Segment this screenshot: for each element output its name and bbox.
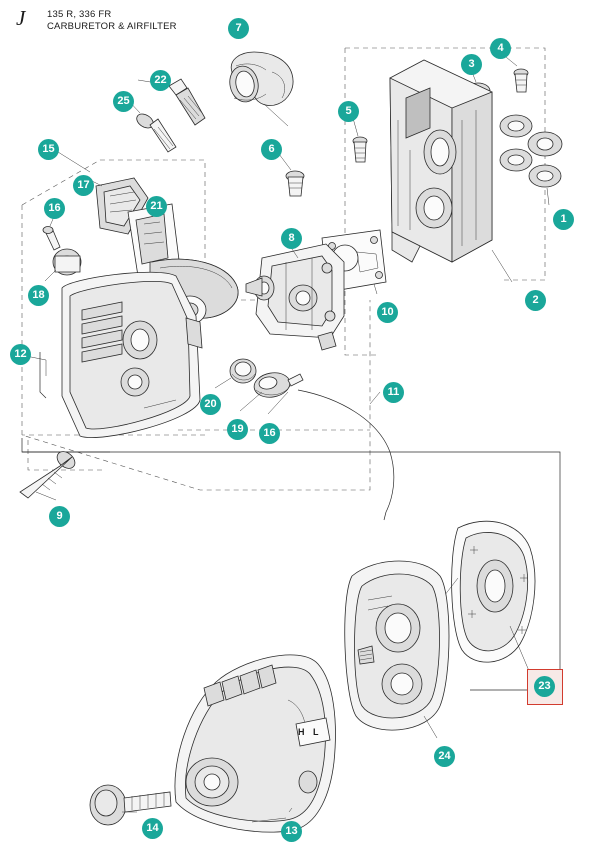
callout-4[interactable]: 4 <box>490 38 511 59</box>
callout-15[interactable]: 15 <box>38 139 59 160</box>
part-screw-4 <box>514 69 528 92</box>
part-filter-housing <box>62 272 202 437</box>
callout-17[interactable]: 17 <box>73 175 94 196</box>
callout-2[interactable]: 2 <box>525 290 546 311</box>
callout-19[interactable]: 19 <box>227 419 248 440</box>
part-primer-19 <box>252 370 303 400</box>
callout-11[interactable]: 11 <box>383 382 404 403</box>
callout-23[interactable]: 23 <box>534 676 555 697</box>
part-seal-rings-1 <box>500 115 562 187</box>
callout-16-lower[interactable]: 16 <box>259 423 280 444</box>
section-letter: J <box>16 6 26 30</box>
part-screw-6 <box>286 171 304 196</box>
part-rod-11 <box>298 390 394 520</box>
callout-3[interactable]: 3 <box>461 54 482 75</box>
part-cap-20 <box>230 359 256 383</box>
part-intake-body-2 <box>390 60 492 262</box>
callout-21[interactable]: 21 <box>146 196 167 217</box>
part-pin-16 <box>43 227 60 251</box>
part-screw-25 <box>134 111 176 152</box>
marking-l: L <box>313 727 319 737</box>
part-screw-5 <box>353 137 367 162</box>
part-air-filter-23 <box>452 521 535 662</box>
callout-13[interactable]: 13 <box>281 821 302 842</box>
part-engine-cover-13 <box>175 655 336 832</box>
part-carburetor-8 <box>246 244 344 350</box>
page-title-assembly: CARBURETOR & AIRFILTER <box>47 21 177 32</box>
part-grommet-16 <box>53 249 81 275</box>
marking-h: H <box>298 727 305 737</box>
part-filter-holder-24 <box>345 561 449 730</box>
callout-8[interactable]: 8 <box>281 228 302 249</box>
page-title-model: 135 R, 336 FR <box>47 9 112 20</box>
callout-25[interactable]: 25 <box>113 91 134 112</box>
callout-10[interactable]: 10 <box>377 302 398 323</box>
callout-7[interactable]: 7 <box>228 18 249 39</box>
callout-14[interactable]: 14 <box>142 818 163 839</box>
callout-9[interactable]: 9 <box>49 506 70 527</box>
callout-18[interactable]: 18 <box>28 285 49 306</box>
part-long-screw-9 <box>20 448 78 498</box>
callout-16[interactable]: 16 <box>44 198 65 219</box>
callout-12[interactable]: 12 <box>10 344 31 365</box>
callout-22[interactable]: 22 <box>150 70 171 91</box>
callout-6[interactable]: 6 <box>261 139 282 160</box>
part-intake-elbow <box>227 52 293 106</box>
part-screw-22 <box>169 79 205 125</box>
callout-1[interactable]: 1 <box>553 209 574 230</box>
callout-24[interactable]: 24 <box>434 746 455 767</box>
part-knob-14 <box>90 785 171 825</box>
callout-20[interactable]: 20 <box>200 394 221 415</box>
callout-5[interactable]: 5 <box>338 101 359 122</box>
